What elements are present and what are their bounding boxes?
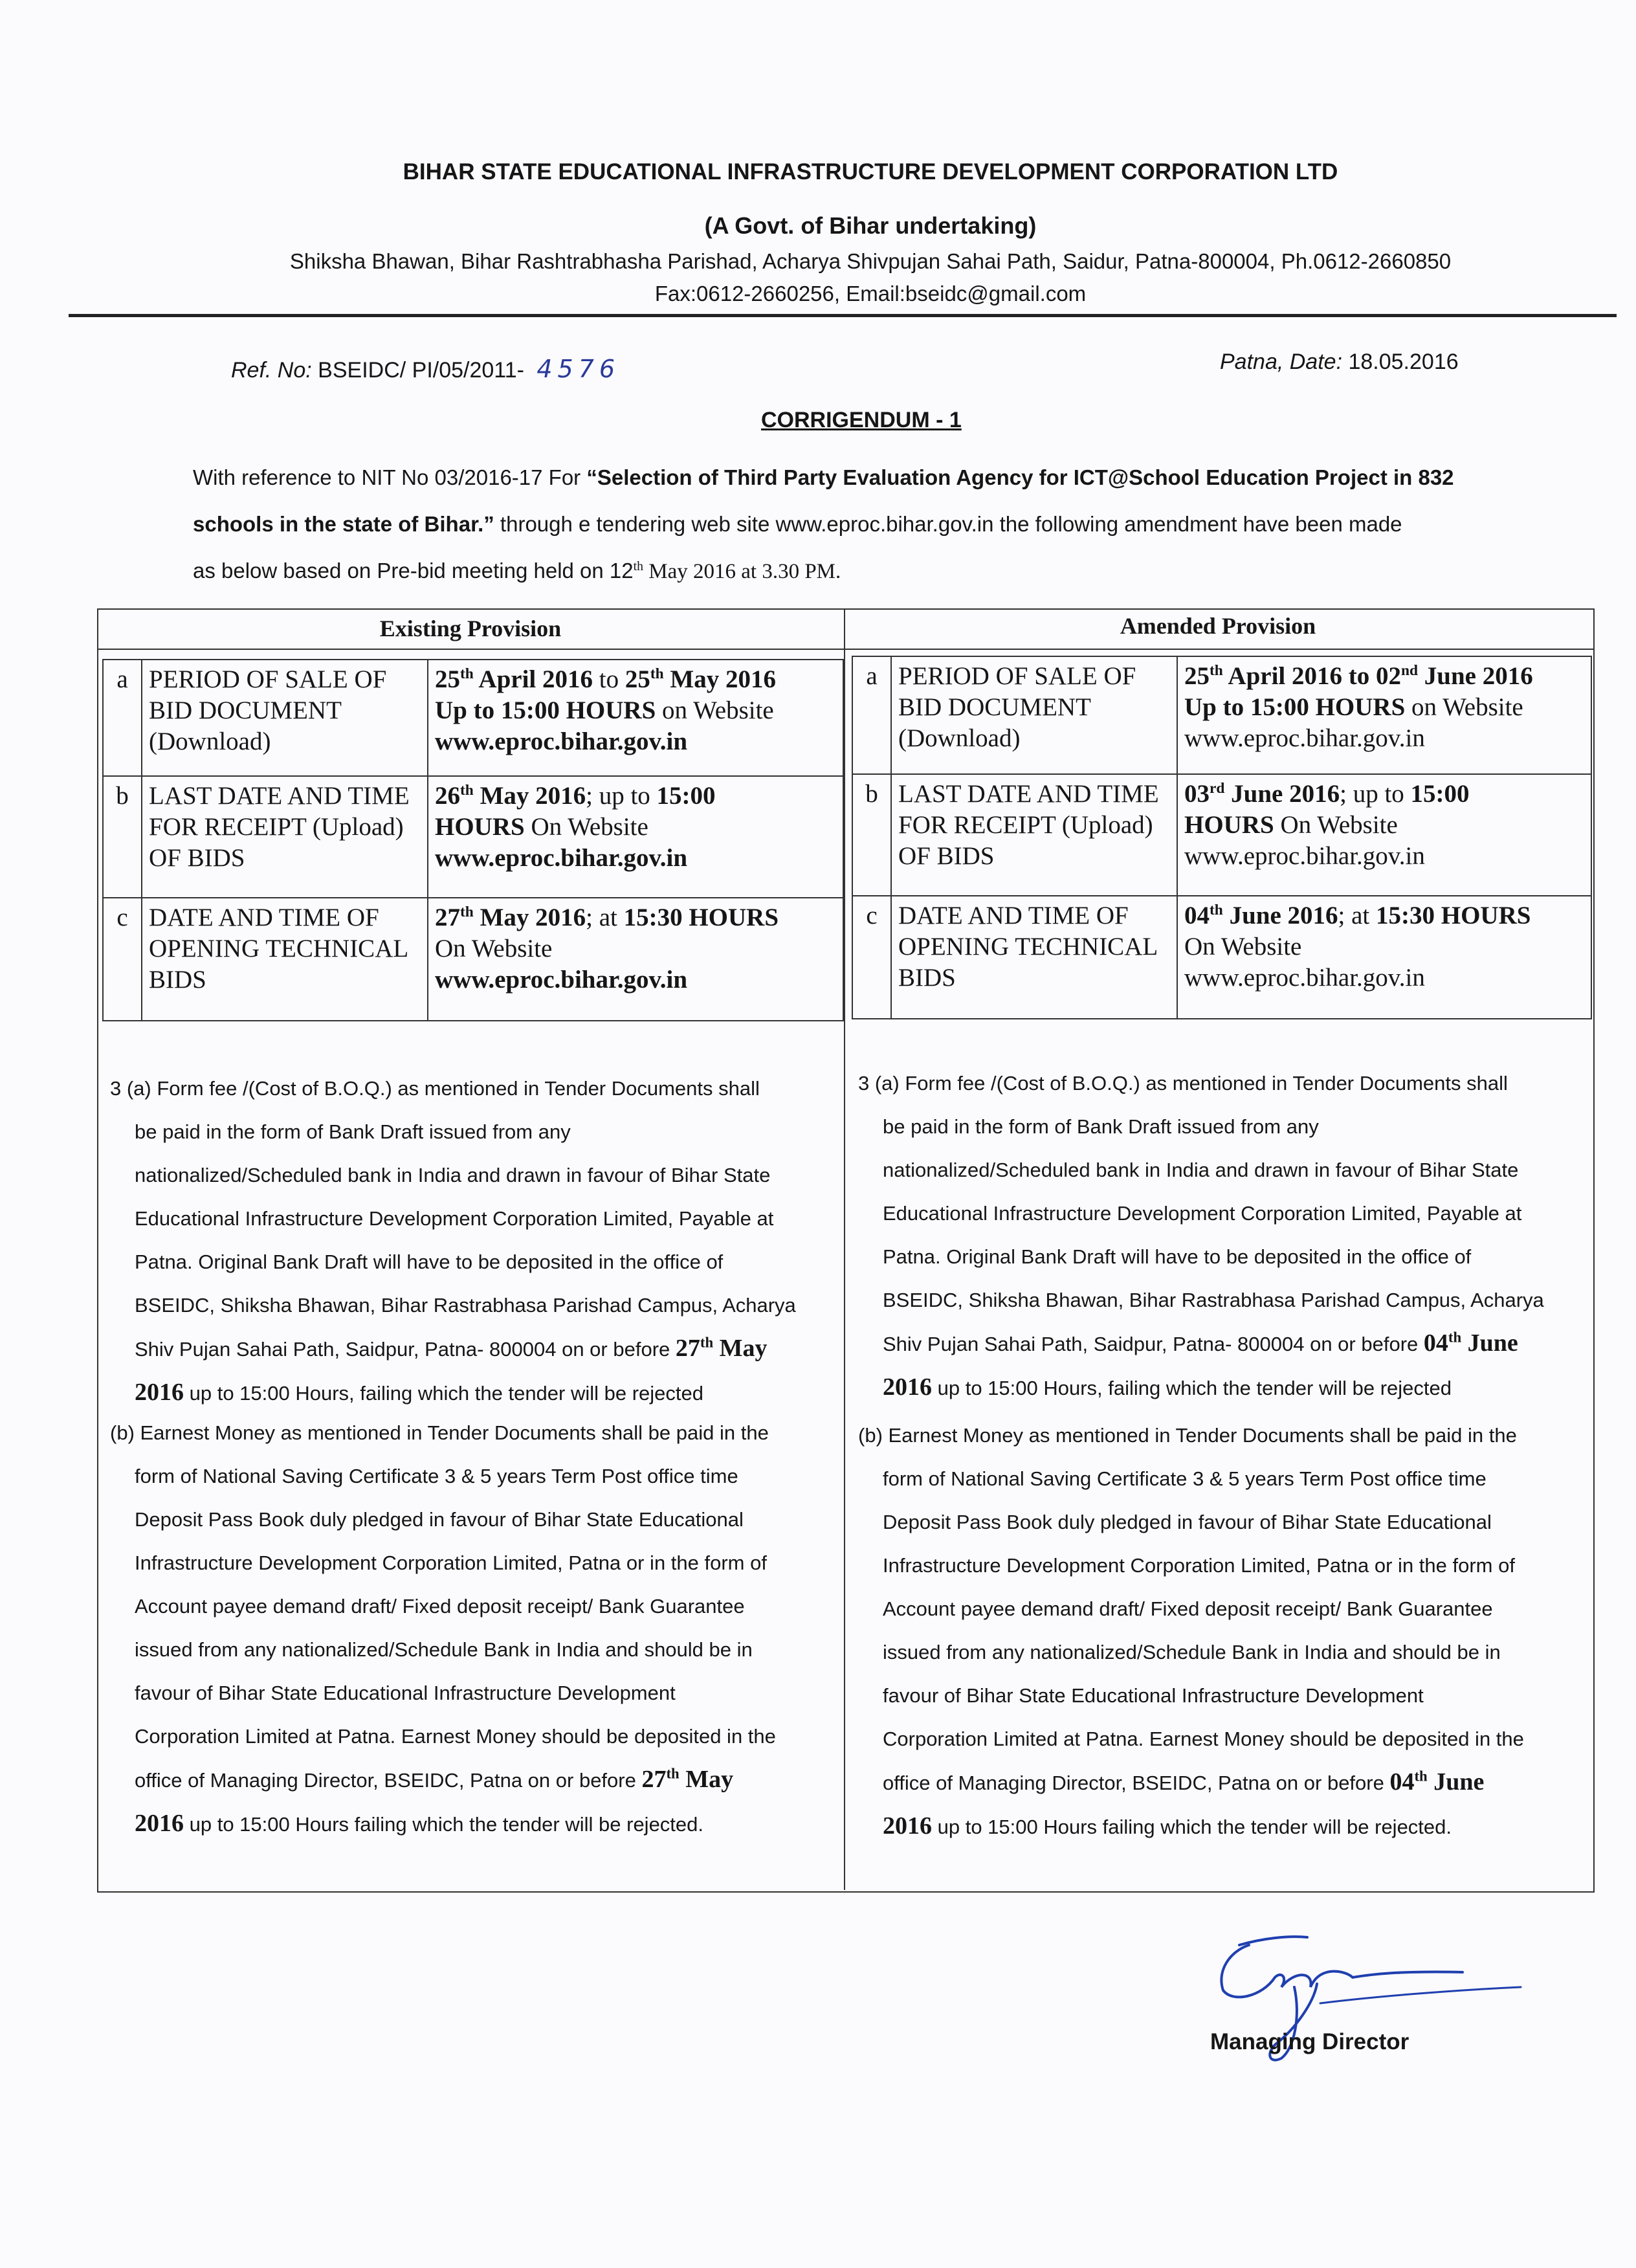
para-line bbox=[858, 1366, 1589, 1410]
website-url: www.eproc.bihar.gov.in bbox=[1184, 964, 1425, 992]
para-line bbox=[110, 1371, 835, 1415]
time-text: Up to 15:00 HOURS bbox=[435, 696, 656, 724]
para-line: form of National Saving Certificate 3 & 5 years Term Post office time bbox=[883, 1467, 1487, 1490]
deadline-suffix: th bbox=[1448, 1329, 1462, 1346]
date-rest: June 2016 bbox=[1222, 902, 1338, 929]
row-value bbox=[428, 898, 843, 1021]
date-suffix: th bbox=[460, 782, 474, 799]
para-line: issued from any nationalized/Schedule Bank in India and should be in bbox=[883, 1641, 1501, 1663]
para-text: office of Managing Director, BSEIDC, Patna on or before bbox=[135, 1769, 642, 1792]
para-line: nationalized/Scheduled bank in India and drawn in favour of Bihar State bbox=[135, 1164, 771, 1186]
deadline-year: 2016 bbox=[883, 1812, 932, 1840]
deadline-suffix: th bbox=[1414, 1768, 1428, 1784]
website-url: www.eproc.bihar.gov.in bbox=[435, 966, 688, 994]
date-day: 03 bbox=[1184, 780, 1210, 808]
para-line: nationalized/Scheduled bank in India and drawn in favour of Bihar State bbox=[883, 1159, 1519, 1181]
para-line: Patna. Original Bank Draft will have to be deposited in the office of bbox=[135, 1251, 724, 1273]
row-letter: b bbox=[852, 774, 891, 896]
ref-handwritten-number: 4576 bbox=[536, 355, 621, 383]
deadline-month: May bbox=[713, 1335, 768, 1362]
para-line: favour of Bihar State Educational Infrastructure Development bbox=[883, 1684, 1424, 1707]
table-row bbox=[852, 896, 1591, 1019]
para-line: BSEIDC, Shiksha Bhawan, Bihar Rastrabhasa Parishad Campus, Acharya bbox=[135, 1294, 796, 1317]
para-line: be paid in the form of Bank Draft issued from any bbox=[883, 1115, 1319, 1138]
table-row bbox=[103, 660, 843, 776]
existing-provision-header: Existing Provision bbox=[379, 616, 562, 641]
row-label: LAST DATE AND TIME FOR RECEIPT (Upload) OF BIDS bbox=[891, 774, 1177, 896]
deadline-day: 04 bbox=[1423, 1329, 1448, 1357]
para-line: be paid in the form of Bank Draft issued from any bbox=[135, 1120, 571, 1143]
row-label: DATE AND TIME OF OPENING TECHNICAL BIDS bbox=[891, 896, 1177, 1019]
para-line: Educational Infrastructure Development Corporation Limited, Payable at bbox=[883, 1202, 1522, 1225]
date-rest: June 2016 bbox=[1418, 662, 1533, 690]
intro-bold2: schools in the state of Bihar.” bbox=[193, 512, 494, 536]
row-letter: a bbox=[103, 660, 142, 776]
intro-part3-sup: th bbox=[633, 559, 644, 573]
deadline-suffix: th bbox=[666, 1765, 680, 1782]
deadline-year: 2016 bbox=[135, 1379, 184, 1406]
para-line: Educational Infrastructure Development Corporation Limited, Payable at bbox=[135, 1207, 774, 1230]
date-rest: May 2016 bbox=[473, 904, 586, 931]
date-rest: June 2016 bbox=[1224, 780, 1340, 808]
deadline-day: 27 bbox=[675, 1335, 700, 1362]
para-line: Corporation Limited at Patna. Earnest Money should be deposited in the bbox=[883, 1728, 1524, 1750]
para-line: Infrastructure Development Corporation Limited, Patna or in the form of bbox=[883, 1554, 1515, 1577]
row-label: PERIOD OF SALE OF BID DOCUMENT (Download) bbox=[142, 660, 428, 776]
intro-part3-end: May 2016 at 3.30 PM. bbox=[643, 560, 841, 583]
para-text: up to 15:00 Hours, failing which the tender will be rejected bbox=[184, 1382, 704, 1405]
para-line: form of National Saving Certificate 3 & 5 years Term Post office time bbox=[135, 1465, 738, 1487]
deadline-month: June bbox=[1461, 1329, 1518, 1357]
signatory-title: Managing Director bbox=[1210, 2029, 1409, 2054]
org-name: BIHAR STATE EDUCATIONAL INFRASTRUCTURE DEVELOPMENT CORPORATION LTD bbox=[403, 159, 1338, 184]
intro-bold1: “Selection of Third Party Evaluation Agency for ICT@School Education Project in 832 bbox=[586, 465, 1454, 489]
date-suffix: th bbox=[1210, 902, 1223, 918]
deadline-year: 2016 bbox=[135, 1810, 184, 1837]
para-line bbox=[110, 1802, 835, 1846]
website-label: On Website bbox=[435, 935, 553, 962]
row-letter: c bbox=[103, 898, 142, 1021]
row-value bbox=[428, 660, 843, 776]
time-text: HOURS bbox=[1184, 811, 1274, 839]
para-text: Shiv Pujan Sahai Path, Saidpur, Patna- 800004 on or before bbox=[135, 1338, 676, 1361]
para-text: up to 15:00 Hours failing which the tender will be rejected. bbox=[932, 1816, 1452, 1838]
row-value bbox=[1177, 896, 1591, 1019]
deadline-month: June bbox=[1427, 1768, 1485, 1796]
date-to: to bbox=[593, 665, 625, 693]
website-label: On Website bbox=[1274, 811, 1398, 839]
date-suffix: nd bbox=[1400, 662, 1419, 679]
para-line: issued from any nationalized/Schedule Bank in India and should be in bbox=[135, 1638, 753, 1661]
date-suffix: th bbox=[650, 665, 664, 682]
intro-paragraph bbox=[193, 454, 1604, 595]
org-address: Shiksha Bhawan, Bihar Rashtrabhasha Parishad, Acharya Shivpujan Sahai Path, Saidur, Patna-800004, Ph.0612-2660850 bbox=[289, 249, 1452, 273]
row-label: PERIOD OF SALE OF BID DOCUMENT (Download) bbox=[891, 656, 1177, 774]
time-prefix: ; at bbox=[586, 904, 624, 931]
table-row bbox=[103, 776, 843, 898]
para-line: 3 (a) Form fee /(Cost of B.O.Q.) as mentioned in Tender Documents shall bbox=[110, 1077, 760, 1100]
website-label: on Website bbox=[656, 696, 774, 724]
deadline-month: May bbox=[679, 1766, 734, 1793]
row-value bbox=[428, 776, 843, 898]
para-text: office of Managing Director, BSEIDC, Patna on or before bbox=[883, 1772, 1390, 1794]
para-line: 3 (a) Form fee /(Cost of B.O.Q.) as mentioned in Tender Documents shall bbox=[858, 1072, 1508, 1095]
para-text: up to 15:00 Hours, failing which the tender will be rejected bbox=[932, 1377, 1452, 1399]
amended-conditions bbox=[858, 1062, 1589, 1849]
table-row bbox=[852, 774, 1591, 896]
para-line: BSEIDC, Shiksha Bhawan, Bihar Rastrabhasa Parishad Campus, Acharya bbox=[883, 1289, 1544, 1311]
para-line: Patna. Original Bank Draft will have to be deposited in the office of bbox=[883, 1245, 1472, 1268]
website-label: On Website bbox=[524, 813, 648, 841]
row-letter: b bbox=[103, 776, 142, 898]
time-text: 15:30 HOURS bbox=[1376, 902, 1531, 929]
row-label: LAST DATE AND TIME FOR RECEIPT (Upload) OF BIDS bbox=[142, 776, 428, 898]
time-prefix: ; at bbox=[1338, 902, 1376, 929]
date-day: 04 bbox=[1184, 902, 1210, 929]
para-line: Account payee demand draft/ Fixed deposit receipt/ Bank Guarantee bbox=[135, 1595, 745, 1618]
para-line: Deposit Pass Book duly pledged in favour of Bihar State Educational bbox=[883, 1511, 1492, 1533]
intro-part2: through e tendering web site www.eproc.bihar.gov.in the following amendment have been made bbox=[494, 512, 1402, 536]
date-day: 25 bbox=[625, 665, 650, 693]
date-day: 25 bbox=[435, 665, 460, 693]
para-line bbox=[110, 1327, 835, 1371]
para-line: (b) Earnest Money as mentioned in Tender Documents shall be paid in the bbox=[858, 1424, 1517, 1447]
row-letter: c bbox=[852, 896, 891, 1019]
para-text: up to 15:00 Hours failing which the tender will be rejected. bbox=[184, 1813, 704, 1836]
time-prefix: ; up to bbox=[586, 782, 657, 810]
row-value bbox=[1177, 656, 1591, 774]
website-label: on Website bbox=[1405, 693, 1523, 721]
table-row bbox=[852, 656, 1591, 774]
deadline-day: 04 bbox=[1389, 1768, 1415, 1796]
ref-number-value: BSEIDC/ PI/05/2011- bbox=[318, 358, 524, 383]
date-day: 27 bbox=[435, 904, 460, 931]
deadline-suffix: th bbox=[700, 1334, 714, 1351]
para-line: favour of Bihar State Educational Infrastructure Development bbox=[135, 1682, 676, 1704]
row-letter: a bbox=[852, 656, 891, 774]
corrigendum-title: CORRIGENDUM - 1 bbox=[761, 408, 962, 432]
date-day: 26 bbox=[435, 782, 460, 810]
website-url: www.eproc.bihar.gov.in bbox=[435, 728, 688, 755]
table-row bbox=[103, 898, 843, 1021]
para-line: Deposit Pass Book duly pledged in favour of Bihar State Educational bbox=[135, 1508, 744, 1531]
date-suffix: rd bbox=[1210, 780, 1225, 797]
existing-conditions bbox=[110, 1067, 835, 1846]
website-url: www.eproc.bihar.gov.in bbox=[435, 844, 688, 872]
amended-provision-table bbox=[852, 656, 1592, 1019]
date-rest: April 2016 bbox=[473, 665, 593, 693]
header-divider bbox=[97, 649, 1593, 650]
header-rule bbox=[69, 314, 1617, 317]
row-value bbox=[1177, 774, 1591, 896]
date-rest: April 2016 to bbox=[1222, 662, 1376, 690]
ref-label: Ref. No: bbox=[231, 358, 312, 383]
date-rest: May 2016 bbox=[663, 665, 776, 693]
date-day: 02 bbox=[1375, 662, 1401, 690]
org-contact: Fax:0612-2660256, Email:bseidc@gmail.com bbox=[654, 282, 1087, 306]
ref-date bbox=[1220, 350, 1459, 375]
para-line: (b) Earnest Money as mentioned in Tender Documents shall be paid in the bbox=[110, 1421, 769, 1444]
time-text: 15:30 HOURS bbox=[623, 904, 779, 931]
website-url: www.eproc.bihar.gov.in bbox=[1184, 724, 1425, 752]
date-suffix: th bbox=[1210, 662, 1223, 679]
date-rest: May 2016 bbox=[473, 782, 586, 810]
website-url: www.eproc.bihar.gov.in bbox=[1184, 842, 1425, 870]
existing-provision-table bbox=[102, 659, 844, 1021]
para-line: Infrastructure Development Corporation Limited, Patna or in the form of bbox=[135, 1551, 767, 1574]
date-suffix: th bbox=[460, 665, 474, 682]
date-suffix: th bbox=[460, 904, 474, 920]
date-day: 25 bbox=[1184, 662, 1210, 690]
ref-date-value: 18.05.2016 bbox=[1348, 350, 1459, 374]
website-label: On Website bbox=[1184, 933, 1302, 961]
deadline-year: 2016 bbox=[883, 1373, 932, 1401]
intro-part3: as below based on Pre-bid meeting held on 12 bbox=[193, 559, 634, 583]
amended-provision-header: Amended Provision bbox=[1120, 613, 1316, 639]
column-divider bbox=[844, 608, 845, 1890]
para-line bbox=[858, 1805, 1589, 1849]
para-line: Account payee demand draft/ Fixed deposit receipt/ Bank Guarantee bbox=[883, 1597, 1493, 1620]
para-line bbox=[858, 1322, 1589, 1366]
time-text: 15:00 bbox=[1410, 780, 1470, 808]
para-line bbox=[858, 1761, 1589, 1805]
time-prefix: ; up to bbox=[1340, 780, 1411, 808]
para-text: Shiv Pujan Sahai Path, Saidpur, Patna- 800004 on or before bbox=[883, 1333, 1424, 1355]
ref-date-label: Patna, Date: bbox=[1220, 350, 1343, 374]
ref-number bbox=[231, 355, 620, 383]
intro-part1: With reference to NIT No 03/2016-17 For bbox=[193, 465, 587, 489]
time-text: 15:00 bbox=[656, 782, 716, 810]
para-line: Corporation Limited at Patna. Earnest Money should be deposited in the bbox=[135, 1725, 776, 1748]
time-text: HOURS bbox=[435, 813, 525, 841]
org-subtitle: (A Govt. of Bihar undertaking) bbox=[704, 212, 1037, 239]
deadline-day: 27 bbox=[641, 1766, 667, 1793]
row-label: DATE AND TIME OF OPENING TECHNICAL BIDS bbox=[142, 898, 428, 1021]
para-line bbox=[110, 1758, 835, 1802]
time-text: Up to 15:00 HOURS bbox=[1184, 693, 1406, 721]
